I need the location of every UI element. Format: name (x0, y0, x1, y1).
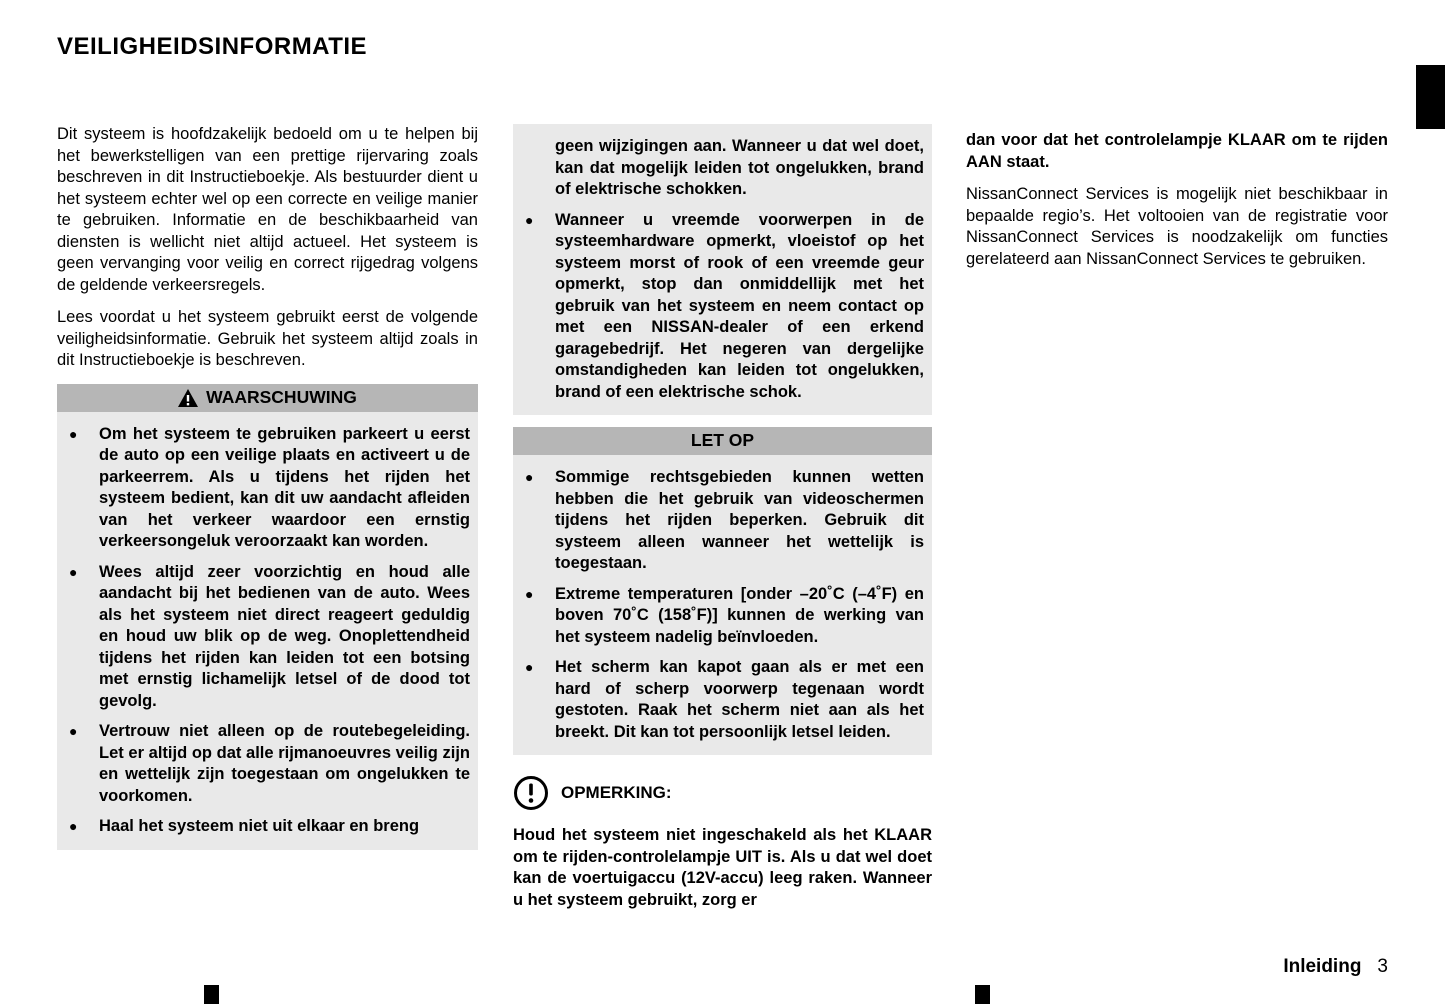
warning-triangle-icon (178, 389, 198, 407)
caution-box-header (513, 427, 932, 455)
page-title: VEILIGHEIDSINFORMATIE (57, 33, 368, 60)
bullet-icon: ● (69, 723, 78, 739)
note-text: Houd het systeem niet ingeschakeld als het KLAAR om te rijden-controlelampje UIT is. Als u dat wel doet kan de voertuigaccu (12V-accu) leeg raken. Wanneer u het systeem gebruikt, zorg er (513, 826, 932, 909)
note-text-continuation: dan voor dat het controlelampje KLAAR om te rijden AAN staat. (966, 131, 1388, 171)
note-exclamation-icon (513, 775, 549, 811)
intro-paragraph-2: Lees voordat u het systeem gebruikt eerst de volgende veiligheidsinformatie. Gebruik het systeem altijd zoals in dit Instructieboekje is beschreven. (57, 308, 478, 369)
warning-bullet-text: Om het systeem te gebruiken parkeert u eerst de auto op een veilige plaats en activeert u de parkeerrem. Als u tijdens het rijden het systeem bedient, kan dit uw aandacht afleiden van het verkeer waardoor een ernstig verkeersongeluk veroorzaakt kan worden. (99, 424, 470, 550)
print-registration-mark (975, 985, 990, 1004)
bullet-icon: ● (69, 425, 78, 442)
column-left (57, 124, 478, 850)
bullet-icon: ● (69, 818, 78, 834)
warning-continuation-body (513, 124, 932, 415)
warning-box-header (57, 384, 478, 412)
warning-bullet-text: Vertrouw niet alleen op de routebegeleiding. Let er altijd op dat alle rijmanoeuvres veilig zijn en wettelijk zijn toegestaan om ongelukken te voorkomen. (99, 722, 470, 805)
caution-bullet (522, 467, 924, 575)
warning-box-continuation (513, 124, 932, 415)
warning-bullet (66, 424, 470, 553)
warning-continuation-text: geen wijzigingen aan. Wanneer u dat wel doet, kan dat mogelijk leiden tot ongelukken, brand of elektrische schokken. (555, 137, 924, 198)
warning-bullet (66, 562, 470, 713)
caution-bullet (522, 657, 924, 743)
footer-page-number: 3 (1377, 956, 1388, 977)
warning-box-title: WAARSCHUWING (206, 386, 357, 407)
bullet-icon: ● (69, 563, 78, 580)
caution-box-body (513, 455, 932, 755)
note-label: OPMERKING: (561, 783, 672, 803)
column-right (966, 130, 1388, 270)
page-footer (1283, 956, 1388, 978)
caution-bullet-text: Sommige rechtsgebieden kunnen wetten hebben die het gebruik van videoschermen tijdens het rijden beperken. Gebruik dit systeem alleen wanneer het wettelijk is toegestaan. (555, 468, 924, 572)
bullet-icon: ● (525, 469, 534, 485)
column-middle (513, 124, 932, 911)
intro-paragraph-1: Dit systeem is hoofdzakelijk bedoeld om u te helpen bij het bewerkstelligen van een prettige rijervaring zoals beschreven in dit Instructieboekje. Als bestuurder dient u het systeem echter wel op een correcte en veilige manier te gebruiken. Informatie en de beschikbaarheid van diensten is wellicht niet altijd actueel. Het systeem is geen vervanging voor veilig en correct rijgedrag volgens de geldende verkeersregels. (57, 125, 478, 294)
caution-bullet-text: Extreme temperaturen [onder –20˚C (–4˚F) en boven 70˚C (158˚F)] kunnen de werking van het systeem nadelig beïnvloeden. (555, 584, 924, 646)
caution-box-title: LET OP (690, 430, 755, 451)
warning-bullet (522, 210, 924, 404)
bullet-icon: ● (525, 585, 534, 602)
warning-box-body (57, 412, 478, 850)
caution-bullet (522, 584, 924, 649)
bullet-icon: ● (525, 211, 534, 228)
warning-bullet (66, 816, 470, 838)
caution-bullet-text: Het scherm kan kapot gaan als er met een hard of scherp voorwerp tegenaan wordt gestoten. Raak het scherm niet aan als het breekt. Dit kan tot persoonlijk letsel leiden. (555, 658, 924, 741)
bullet-icon: ● (525, 659, 534, 675)
warning-bullet-text: Haal het systeem niet uit elkaar en breng (99, 817, 420, 835)
warning-box (57, 384, 478, 850)
note-header (513, 775, 932, 811)
footer-section-name: Inleiding (1283, 956, 1362, 977)
caution-box (513, 427, 932, 755)
chapter-edge-tab (1416, 65, 1445, 129)
print-registration-mark (204, 985, 219, 1004)
warning-bullet-text: Wanneer u vreemde voorwerpen in de systeemhardware opmerkt, vloeistof op het systeem morst of rook of een vreemde geur opmerkt, stop dan onmiddellijk met het gebruik van het systeem en neem contact op met een NISSAN-dealer of een erkend garagebedrijf. Het negeren van dergelijke omstandigheden kan leiden tot ongelukken, brand of een elektrische schok. (555, 210, 924, 401)
warning-bullet-text: Wees altijd zeer voorzichtig en houd alle aandacht bij het bedienen van de auto. Wees als het systeem niet direct reageert geduldig en houd uw blik op de weg. Onoplettendheid tijdens het rijden kan leiden tot een botsing met ernstig lichamelijk letsel of de dood tot gevolg. (99, 562, 470, 710)
services-paragraph: NissanConnect Services is mogelijk niet beschikbaar in bepaalde regio’s. Het voltooien van de registratie voor NissanConnect Services is noodzakelijk om functies gerelateerd aan NissanConnect Services te gebruiken. (966, 185, 1388, 268)
warning-bullet (66, 721, 470, 807)
